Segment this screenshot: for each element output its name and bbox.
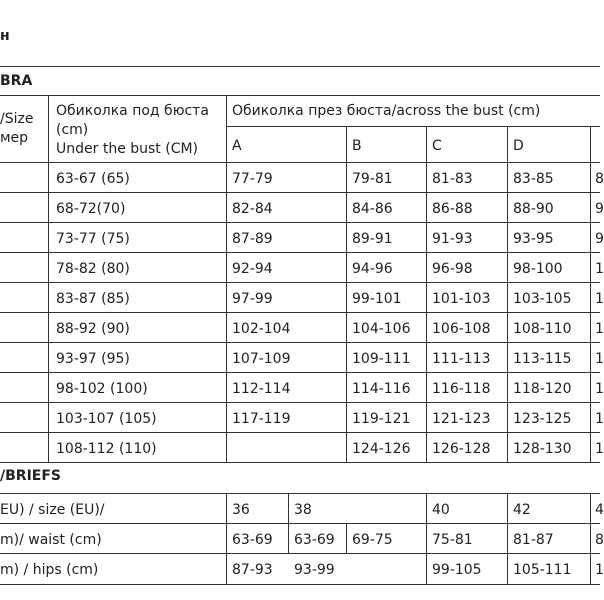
table-rule	[0, 372, 600, 373]
bra-cup-header-d: D	[513, 138, 524, 154]
briefs-cell-c3: 69-75	[352, 532, 393, 548]
bra-cell-c: 111-113	[432, 351, 491, 367]
bra-cell-c: 81-83	[432, 171, 473, 187]
bra-cell-b: 109-111	[352, 351, 411, 367]
bra-cell-b: 94-96	[352, 261, 393, 277]
bra-cell-under: 88-92 (90)	[56, 321, 130, 337]
bra-cell-c: 126-128	[432, 441, 491, 457]
bra-cell-c: 91-93	[432, 231, 473, 247]
bra-cell-d: 83-85	[513, 171, 554, 187]
bra-cell-under: 93-97 (95)	[56, 351, 130, 367]
briefs-cell-label: EU) / size (EU)/	[0, 502, 105, 518]
bra-cell-a: 102-104	[232, 321, 291, 337]
briefs-cell-c2: 38	[294, 502, 312, 518]
briefs-cell-c5: 42	[513, 502, 531, 518]
bra-cell-a: 112-114	[232, 381, 291, 397]
briefs-cell-c5: 81-87	[513, 532, 554, 548]
bra-cell-d: 103-105	[513, 291, 572, 307]
table-column-rule	[507, 493, 508, 584]
table-rule	[0, 192, 600, 193]
briefs-cell-c4: 40	[432, 502, 450, 518]
bra-cell-b: 99-101	[352, 291, 402, 307]
bra-cell-d: 118-120	[513, 381, 572, 397]
table-rule	[0, 493, 600, 494]
briefs-cell-c6: 8	[595, 532, 604, 548]
bra-cell-e: 1	[595, 291, 604, 307]
bra-cell-e: 1	[595, 441, 604, 457]
bra-cell-d: 108-110	[513, 321, 572, 337]
table-column-rule	[426, 493, 427, 584]
briefs-cell-label: m)/ waist (cm)	[0, 532, 102, 548]
bra-cell-c: 96-98	[432, 261, 473, 277]
bra-cell-e: 8	[595, 171, 604, 187]
bra-cell-b: 89-91	[352, 231, 393, 247]
table-column-rule	[288, 493, 289, 554]
bra-cell-c: 116-118	[432, 381, 491, 397]
bra-cell-d: 128-130	[513, 441, 572, 457]
bra-cell-e: 1	[595, 381, 604, 397]
bra-cell-e: 9	[595, 201, 604, 217]
table-column-rule	[590, 493, 591, 584]
briefs-cell-c1: 63-69	[232, 532, 273, 548]
table-column-rule	[346, 523, 347, 553]
briefs-cell-c1: 36	[232, 502, 250, 518]
table-rule	[0, 222, 600, 223]
bra-cell-a: 92-94	[232, 261, 273, 277]
bra-cell-e: 1	[595, 351, 604, 367]
page-heading-fragment: н	[0, 28, 10, 44]
bra-cell-e: 1	[595, 261, 604, 277]
briefs-cell-c4: 75-81	[432, 532, 473, 548]
bra-cell-a: 82-84	[232, 201, 273, 217]
briefs-cell-c4: 99-105	[432, 562, 482, 578]
bra-cell-b: 79-81	[352, 171, 393, 187]
bra-cell-d: 88-90	[513, 201, 554, 217]
table-rule	[0, 462, 600, 463]
table-column-rule	[226, 493, 227, 584]
bra-cell-under: 78-82 (80)	[56, 261, 130, 277]
bra-under-bust-header: Обиколка под бюста (cm) Under the bust (CM)	[56, 103, 209, 157]
bra-cell-d: 98-100	[513, 261, 563, 277]
table-rule	[0, 402, 600, 403]
bra-cup-header-b: B	[352, 138, 362, 154]
table-column-rule	[426, 126, 427, 462]
bra-size-header-line1: /Size	[0, 111, 34, 127]
bra-cell-c: 121-123	[432, 411, 491, 427]
table-rule	[0, 432, 600, 433]
table-rule	[0, 252, 600, 253]
bra-cell-b: 104-106	[352, 321, 411, 337]
table-rule	[0, 66, 600, 67]
bra-cell-a: 77-79	[232, 171, 273, 187]
bra-cup-header-a: A	[232, 138, 242, 154]
bra-cell-under: 98-102 (100)	[56, 381, 148, 397]
table-rule	[0, 162, 600, 163]
table-column-rule	[590, 126, 591, 462]
bra-cell-b: 84-86	[352, 201, 393, 217]
bra-cell-b: 114-116	[352, 381, 411, 397]
table-rule	[0, 282, 600, 283]
bra-cell-b: 124-126	[352, 441, 411, 457]
bra-size-header-line2: мер	[0, 130, 29, 146]
table-rule	[0, 553, 600, 554]
bra-cell-a: 107-109	[232, 351, 291, 367]
table-rule	[0, 584, 600, 585]
bra-cell-e: 1	[595, 321, 604, 337]
briefs-cell-label: m) / hips (cm)	[0, 562, 99, 578]
table-column-rule	[346, 126, 347, 462]
bra-cell-under: 68-72(70)	[56, 201, 126, 217]
briefs-cell-c5: 105-111	[513, 562, 572, 578]
bra-cell-a: 117-119	[232, 411, 291, 427]
briefs-cell-c2: 93-99	[294, 562, 335, 578]
briefs-cell-c2: 63-69	[294, 532, 335, 548]
bra-cell-a: 97-99	[232, 291, 273, 307]
bra-cell-e: 1	[595, 411, 604, 427]
table-column-rule	[507, 126, 508, 462]
table-rule	[0, 312, 600, 313]
bra-cell-c: 101-103	[432, 291, 491, 307]
bra-cell-c: 106-108	[432, 321, 491, 337]
bra-cup-header-c: C	[432, 138, 442, 154]
bra-cell-b: 119-121	[352, 411, 411, 427]
briefs-cell-c6: 4	[595, 502, 604, 518]
briefs-section-title: /BRIEFS	[0, 468, 61, 484]
table-column-rule	[226, 95, 227, 462]
bra-across-bust-header: Обиколка през бюста/across the bust (cm)	[232, 103, 541, 119]
bra-cell-under: 108-112 (110)	[56, 441, 157, 457]
table-rule	[0, 523, 600, 524]
briefs-cell-c1: 87-93	[232, 562, 273, 578]
bra-cell-under: 83-87 (85)	[56, 291, 130, 307]
bra-cell-d: 93-95	[513, 231, 554, 247]
table-column-rule	[48, 95, 49, 462]
table-rule	[226, 126, 600, 127]
table-rule	[0, 342, 600, 343]
table-rule	[0, 95, 600, 96]
bra-cell-under: 73-77 (75)	[56, 231, 130, 247]
bra-cell-e: 9	[595, 231, 604, 247]
bra-cell-d: 113-115	[513, 351, 572, 367]
briefs-cell-c6: 1	[595, 562, 604, 578]
bra-cell-d: 123-125	[513, 411, 572, 427]
bra-cell-under: 63-67 (65)	[56, 171, 130, 187]
bra-cell-a: 87-89	[232, 231, 273, 247]
bra-section-title: BRA	[0, 73, 33, 89]
bra-cell-c: 86-88	[432, 201, 473, 217]
bra-cell-under: 103-107 (105)	[56, 411, 157, 427]
